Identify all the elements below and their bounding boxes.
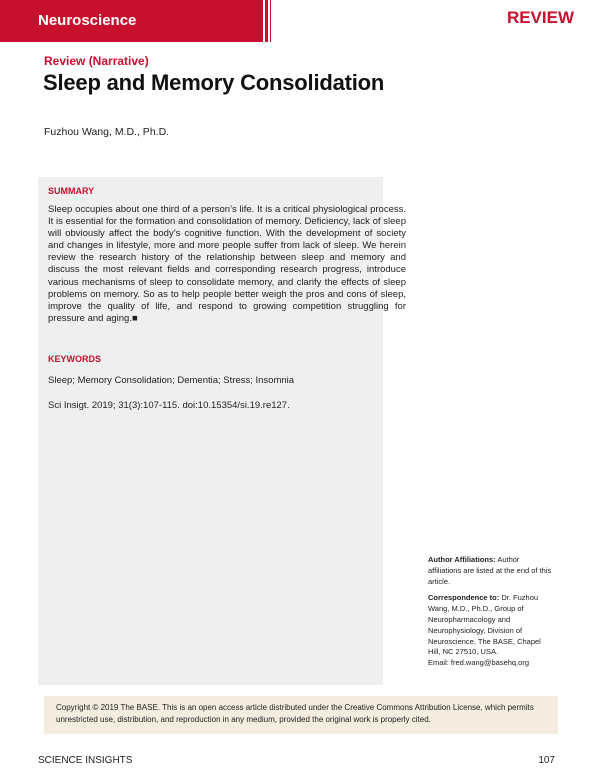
- review-badge: REVIEW: [506, 8, 574, 27]
- section-label: Neuroscience: [38, 12, 137, 29]
- author-line: Fuzhou Wang, M.D., Ph.D.: [44, 126, 170, 138]
- journal-name: SCIENCE INSIGHTS: [38, 755, 133, 766]
- summary-heading: SUMMARY: [48, 186, 95, 196]
- correspondence-email[interactable]: Email: fred.wang@basehq.org: [428, 658, 530, 668]
- citation-text: Sci Insigt. 2019; 31(3):107-115. doi:10.15354/si.19.re127.: [48, 400, 290, 411]
- correspondence: [428, 593, 553, 669]
- affiliations-text: Author affiliations are listed at the end of this article.: [428, 555, 552, 586]
- page-number: 107: [538, 755, 555, 766]
- summary-text: Sleep occupies about one third of a person’s life. It is a critical physiological process. It is essential for the formation and consolidation of memory. Deficiency, lack of sleep will obviously affect the body’s cognitive function. With the development of society and changes in lifestyle, more and more people suffer from lack of sleep. We herein review the research history of the relationship between sleep and memory and discuss the most relevant fields and corresponding research progress, introduce various mechanisms of sleep to consolidate memory, and clarify the effects of sleep problems on memory. So as to help people better weigh the pros and cons of sleep, improve the quality of life, and respond to growing competition struggling for pressure and aging.■: [48, 204, 406, 324]
- article-type: Review (Narrative): [44, 54, 149, 68]
- copyright-text: Copyright © 2019 The BASE. This is an open access article distributed under the Creative Commons Attribution License, which permits unrestricted use, distribution, and reproduction in any medium, provided the original work is properly cited.: [56, 703, 534, 724]
- affiliations-label: Author Affiliations:: [428, 555, 496, 564]
- header-divider: [265, 0, 268, 42]
- article-title: Sleep and Memory Consolidation: [43, 70, 385, 95]
- keywords-heading: KEYWORDS: [48, 354, 102, 364]
- correspondence-label: Correspondence to:: [428, 593, 500, 603]
- author-affiliations: [428, 555, 553, 587]
- correspondence-text: Dr. Fuzhou Wang, M.D., Ph.D., Group of Neuropharmacology and Neurophysiology, Division of Neuroscience, The BASE, Chapel Hill, NC 27510, USA.: [428, 593, 541, 657]
- header-divider-thin: [270, 0, 271, 42]
- side-notes: [428, 555, 553, 675]
- keywords-text: Sleep; Memory Consolidation; Dementia; Stress; Insomnia: [48, 375, 295, 386]
